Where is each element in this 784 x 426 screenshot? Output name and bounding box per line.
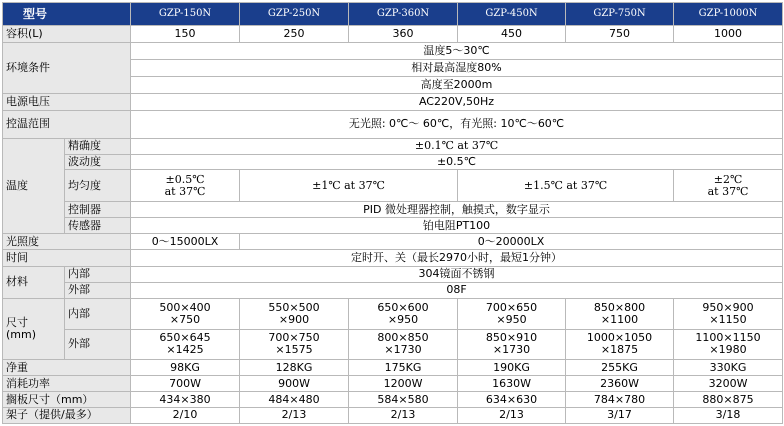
illuminance-value-2: 0～20000LX bbox=[240, 234, 783, 250]
controller-label: 控制器 bbox=[65, 202, 131, 218]
timer-value: 定时开、关（最长2970小时，最短1分钟） bbox=[131, 250, 783, 267]
capacity-value-6: 1000 bbox=[674, 26, 783, 43]
material-inner-row bbox=[3, 266, 783, 282]
size-outer-3-a: 800×850 bbox=[377, 331, 429, 345]
shelf-size-value-3: 584×580 bbox=[349, 392, 458, 408]
environment-temperature: 温度5～30℃ bbox=[131, 43, 783, 60]
weight-label: 净重 bbox=[3, 360, 131, 376]
size-inner-row bbox=[3, 298, 783, 329]
size-outer-value-2 bbox=[240, 329, 349, 360]
size-inner-2-b: ×900 bbox=[278, 312, 310, 326]
sensor-value: 铂电阻PT100 bbox=[131, 218, 783, 234]
power-consumption-value-4: 1630W bbox=[458, 376, 566, 392]
timer-label: 时间 bbox=[3, 250, 131, 267]
size-outer-1-a: 650×645 bbox=[159, 331, 211, 345]
sensor-label: 传感器 bbox=[65, 218, 131, 234]
shelf-size-value-6: 880×875 bbox=[674, 392, 783, 408]
uniformity-value-1-line-1: ±0.5℃ bbox=[165, 172, 205, 186]
capacity-value-3: 360 bbox=[349, 26, 458, 43]
weight-value-6: 330KG bbox=[674, 360, 783, 376]
size-inner-4-b: ×950 bbox=[496, 312, 527, 326]
illuminance-label: 光照度 bbox=[3, 234, 131, 250]
timer-row bbox=[3, 250, 783, 267]
accuracy-label: 精确度 bbox=[65, 138, 131, 154]
size-inner-value-2 bbox=[240, 298, 349, 329]
uniformity-label: 均匀度 bbox=[65, 170, 131, 202]
size-outer-value-4 bbox=[458, 329, 566, 360]
size-inner-3-b: ×950 bbox=[387, 312, 419, 326]
model-header-1: GZP-150N bbox=[131, 3, 240, 26]
shelves-value-5: 3/17 bbox=[566, 407, 674, 423]
weight-value-4: 190KG bbox=[458, 360, 566, 376]
size-outer-2-a: 700×750 bbox=[268, 331, 320, 345]
size-inner-3-a: 650×600 bbox=[377, 300, 429, 314]
capacity-value-1: 150 bbox=[131, 26, 240, 43]
weight-value-5: 255KG bbox=[566, 360, 674, 376]
shelf-size-row bbox=[3, 392, 783, 408]
fluctuation-label: 波动度 bbox=[65, 154, 131, 170]
shelf-size-value-2: 484×480 bbox=[240, 392, 349, 408]
shelf-size-value-1: 434×380 bbox=[131, 392, 240, 408]
uniformity-value-4-line-1: ±2℃ bbox=[713, 172, 743, 186]
power-value: AC220V,50Hz bbox=[131, 94, 783, 111]
material-label: 材料 bbox=[3, 266, 65, 298]
size-inner-value-4 bbox=[458, 298, 566, 329]
model-header-4: GZP-450N bbox=[458, 3, 566, 26]
uniformity-value-4 bbox=[674, 170, 783, 202]
material-outer-row bbox=[3, 282, 783, 298]
power-consumption-label: 消耗功率 bbox=[3, 376, 131, 392]
capacity-label: 容积(L) bbox=[3, 26, 131, 43]
material-outer-value: 08F bbox=[131, 282, 783, 298]
capacity-row bbox=[3, 26, 783, 43]
size-outer-label: 外部 bbox=[65, 329, 131, 360]
uniformity-value-3: ±1.5℃ at 37℃ bbox=[458, 170, 674, 202]
power-row bbox=[3, 94, 783, 111]
temperature-controller-row bbox=[3, 202, 783, 218]
controller-value: PID 微处理器控制，触摸式，数字显示 bbox=[131, 202, 783, 218]
capacity-value-2: 250 bbox=[240, 26, 349, 43]
shelves-value-3: 2/13 bbox=[349, 407, 458, 423]
power-label: 电源电压 bbox=[3, 94, 131, 111]
size-inner-2-a: 550×500 bbox=[268, 300, 320, 314]
size-outer-value-5 bbox=[566, 329, 674, 360]
size-inner-6-b: ×1150 bbox=[709, 312, 747, 326]
size-outer-value-1 bbox=[131, 329, 240, 360]
spec-table bbox=[2, 2, 783, 424]
size-label bbox=[3, 298, 65, 360]
control-range-value: 无光照: 0℃～ 60℃，有光照: 10℃～60℃ bbox=[131, 111, 783, 139]
power-consumption-value-5: 2360W bbox=[566, 376, 674, 392]
model-header-label: 型号 bbox=[3, 3, 131, 26]
uniformity-value-2: ±1℃ at 37℃ bbox=[240, 170, 458, 202]
size-outer-4-a: 850×910 bbox=[485, 331, 538, 345]
control-range-label: 控温范围 bbox=[3, 111, 131, 139]
accuracy-value: ±0.1℃ at 37℃ bbox=[131, 138, 783, 154]
material-inner-label: 内部 bbox=[65, 266, 131, 282]
size-outer-5-b: ×1875 bbox=[600, 343, 639, 357]
fluctuation-value: ±0.5℃ bbox=[131, 154, 783, 170]
capacity-value-4: 450 bbox=[458, 26, 566, 43]
size-inner-value-6 bbox=[674, 298, 783, 329]
temperature-uniformity-row bbox=[3, 170, 783, 202]
temperature-fluctuation-row bbox=[3, 154, 783, 170]
size-inner-5-b: ×1100 bbox=[600, 312, 639, 326]
shelf-size-value-5: 784×780 bbox=[566, 392, 674, 408]
environment-altitude: 高度至2000m bbox=[131, 77, 783, 94]
shelves-value-6: 3/18 bbox=[674, 407, 783, 423]
material-inner-value: 304镜面不锈钢 bbox=[131, 266, 783, 282]
weight-value-3: 175KG bbox=[349, 360, 458, 376]
model-header-2: GZP-250N bbox=[240, 3, 349, 26]
model-header-3: GZP-360N bbox=[349, 3, 458, 26]
weight-value-1: 98KG bbox=[131, 360, 240, 376]
size-inner-6-a: 950×900 bbox=[702, 300, 754, 314]
size-outer-4-b: ×1730 bbox=[492, 343, 531, 357]
capacity-value-5: 750 bbox=[566, 26, 674, 43]
temperature-accuracy-row bbox=[3, 138, 783, 154]
size-inner-label: 内部 bbox=[65, 298, 131, 329]
model-header-6: GZP-1000N bbox=[674, 3, 783, 26]
shelf-size-label: 搁板尺寸（mm） bbox=[3, 392, 131, 408]
size-label-line-1: 尺寸 bbox=[6, 316, 28, 330]
size-outer-1-b: ×1425 bbox=[166, 343, 204, 357]
power-consumption-value-2: 900W bbox=[240, 376, 349, 392]
size-inner-1-b: ×750 bbox=[169, 312, 201, 326]
size-outer-value-6 bbox=[674, 329, 783, 360]
header-row bbox=[3, 3, 783, 26]
shelves-value-4: 2/13 bbox=[458, 407, 566, 423]
weight-row bbox=[3, 360, 783, 376]
power-consumption-row bbox=[3, 376, 783, 392]
environment-row-1 bbox=[3, 43, 783, 60]
size-inner-value-5 bbox=[566, 298, 674, 329]
shelf-size-value-4: 634×630 bbox=[458, 392, 566, 408]
size-outer-2-b: ×1575 bbox=[275, 343, 313, 357]
uniformity-value-1 bbox=[131, 170, 240, 202]
size-outer-6-b: ×1980 bbox=[709, 343, 747, 357]
power-consumption-value-3: 1200W bbox=[349, 376, 458, 392]
size-inner-value-3 bbox=[349, 298, 458, 329]
temperature-sensor-row bbox=[3, 218, 783, 234]
uniformity-value-4-line-2: at 37℃ bbox=[707, 184, 749, 198]
size-inner-value-1 bbox=[131, 298, 240, 329]
size-outer-3-b: ×1730 bbox=[384, 343, 422, 357]
power-consumption-value-6: 3200W bbox=[674, 376, 783, 392]
environment-label: 环境条件 bbox=[3, 43, 131, 94]
shelves-value-1: 2/10 bbox=[131, 407, 240, 423]
shelves-row bbox=[3, 407, 783, 423]
power-consumption-value-1: 700W bbox=[131, 376, 240, 392]
shelves-value-2: 2/13 bbox=[240, 407, 349, 423]
material-outer-label: 外部 bbox=[65, 282, 131, 298]
model-header-5: GZP-750N bbox=[566, 3, 674, 26]
weight-value-2: 128KG bbox=[240, 360, 349, 376]
uniformity-value-1-line-2: at 37℃ bbox=[164, 184, 206, 198]
size-label-line-2: (mm) bbox=[6, 328, 37, 342]
size-inner-1-a: 500×400 bbox=[159, 300, 211, 314]
control-range-row bbox=[3, 111, 783, 139]
shelves-label: 架子（提供/最多） bbox=[3, 407, 131, 423]
environment-humidity: 相对最高湿度80% bbox=[131, 60, 783, 77]
size-outer-5-a: 1000×1050 bbox=[586, 331, 653, 345]
temperature-label: 温度 bbox=[3, 138, 65, 233]
size-outer-6-a: 1100×1150 bbox=[695, 331, 761, 345]
illuminance-value-1: 0～15000LX bbox=[131, 234, 240, 250]
size-outer-value-3 bbox=[349, 329, 458, 360]
size-outer-row bbox=[3, 329, 783, 360]
illuminance-row bbox=[3, 234, 783, 250]
size-inner-4-a: 700×650 bbox=[485, 300, 538, 314]
size-inner-5-a: 850×800 bbox=[593, 300, 646, 314]
